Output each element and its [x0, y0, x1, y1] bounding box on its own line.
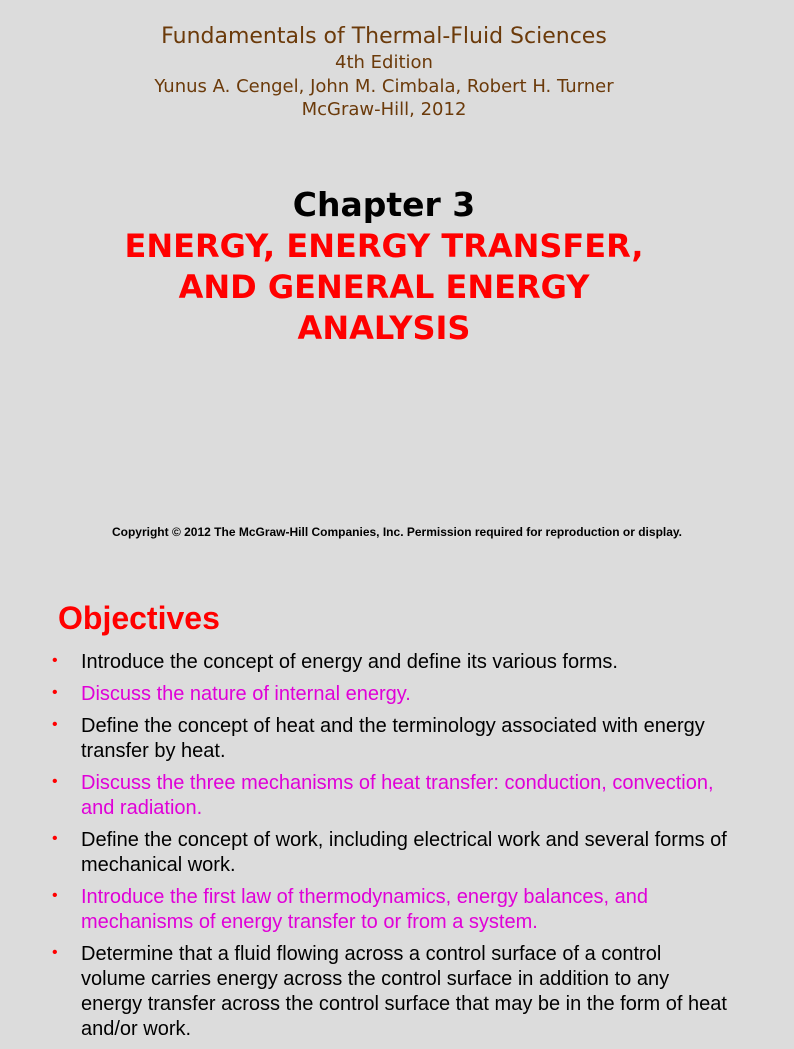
objective-text: Define the concept of heat and the terminology associated with energy transfer by heat.	[81, 715, 705, 762]
objective-text: Introduce the first law of thermodynamics, energy balances, and mechanisms of energy transfer to or from a system.	[81, 886, 648, 933]
objective-item	[0, 682, 768, 707]
objective-text: Define the concept of work, including electrical work and several forms of mechanical work.	[81, 829, 727, 876]
objective-text: Determine that a fluid flowing across a control surface of a control volume carries energy across the control surface in addition to any energy transfer across the control surface that may be in the form of heat and/or work.	[81, 943, 727, 1040]
objective-item	[0, 714, 768, 764]
objective-text: Introduce the concept of energy and define its various forms.	[81, 651, 618, 673]
objective-item	[0, 885, 768, 935]
bullet-icon: •	[52, 684, 58, 701]
book-title: Fundamentals of Thermal-Fluid Sciences	[161, 24, 607, 49]
bullet-icon: •	[52, 887, 58, 904]
objectives-list	[0, 650, 768, 1049]
chapter-title-line: ANALYSIS	[297, 309, 471, 347]
book-edition: 4th Edition	[335, 52, 433, 73]
objective-text: Discuss the nature of internal energy.	[81, 683, 411, 705]
bullet-icon: •	[52, 830, 58, 847]
book-authors: Yunus A. Cengel, John M. Cimbala, Robert H. Turner	[154, 76, 614, 97]
bullet-icon: •	[52, 944, 58, 961]
copyright-notice: Copyright © 2012 The McGraw-Hill Companies, Inc. Permission required for reproduction or display.	[111, 525, 683, 539]
objective-item	[0, 771, 768, 821]
objective-item	[0, 650, 768, 675]
objectives-heading: Objectives	[58, 600, 220, 636]
chapter-title-line: AND GENERAL ENERGY	[178, 268, 590, 306]
bullet-icon: •	[52, 773, 58, 790]
bullet-icon: •	[52, 716, 58, 733]
objective-item	[0, 828, 768, 878]
book-publisher: McGraw-Hill, 2012	[301, 99, 467, 120]
chapter-title	[84, 226, 684, 349]
objective-text: Discuss the three mechanisms of heat transfer: conduction, convection, and radiation.	[81, 772, 714, 819]
objectives-slide	[0, 576, 768, 1040]
chapter-label: Chapter 3	[292, 185, 476, 224]
bullet-icon: •	[52, 652, 58, 669]
chapter-title-line: ENERGY, ENERGY TRANSFER,	[124, 227, 644, 265]
objective-item	[0, 942, 768, 1042]
